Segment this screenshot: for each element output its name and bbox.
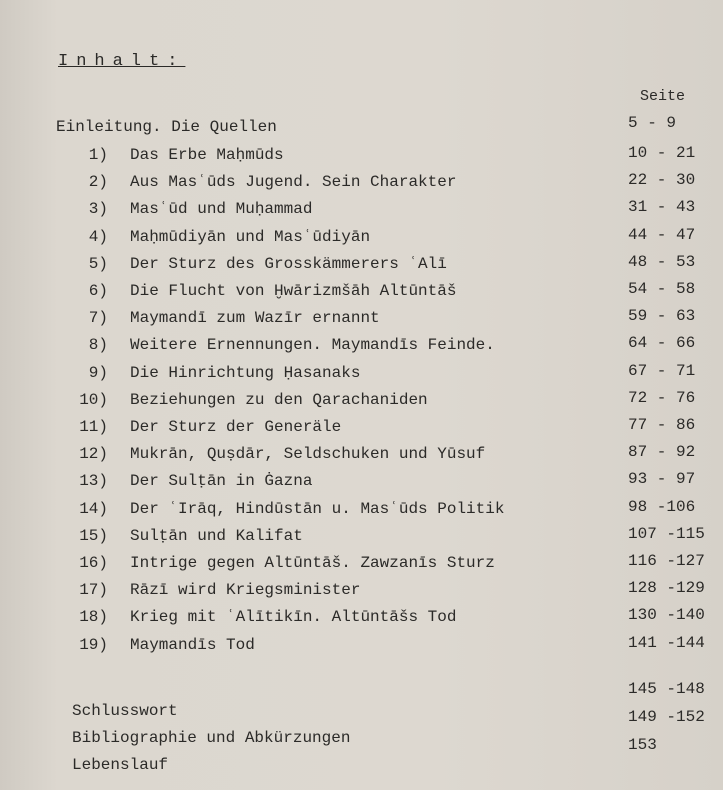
- toc-entry-title: Schlusswort: [72, 702, 178, 720]
- toc-entry-title: Der Sturz der Generäle: [130, 418, 342, 436]
- toc-entry-pages: 116 -127: [628, 552, 705, 570]
- toc-entry-number: 13): [79, 472, 108, 491]
- toc-entry-pages: 107 -115: [628, 524, 705, 543]
- toc-row-chapter: [0, 252, 723, 281]
- toc-row-chapter: [0, 225, 723, 254]
- toc-row-chapter: [0, 361, 723, 390]
- toc-entry-pages: 141 -144: [628, 633, 705, 652]
- toc-entry-title: Beziehungen zu den Qarachaniden: [130, 390, 428, 409]
- toc-entry-title: Die Hinrichtung Ḥasanaks: [130, 363, 361, 382]
- toc-entry-pages: 72 - 76: [628, 388, 696, 407]
- toc-entry-number: 16): [79, 554, 108, 572]
- toc-entry-number: 8): [88, 336, 108, 355]
- toc-entry-pages: 10 - 21: [628, 144, 696, 162]
- toc-entry-title: Weitere Ernennungen. Maymandīs Feinde.: [130, 336, 495, 355]
- toc-entry-number: 2): [88, 173, 108, 192]
- toc-entry-pages: 130 -140: [628, 606, 705, 625]
- toc-entry-pages: 48 - 53: [628, 252, 696, 271]
- toc-entry-pages: 31 - 43: [628, 198, 696, 217]
- toc-entry-title: Aus Masʿūds Jugend. Sein Charakter: [130, 173, 457, 192]
- toc-entry-title: Einleitung. Die Quellen: [56, 118, 277, 136]
- toc-row-chapter: [0, 472, 723, 498]
- toc-row-end-pages: [0, 736, 723, 762]
- toc-entry-pages: 128 -129: [628, 579, 705, 598]
- toc-entry-pages: 5 - 9: [628, 114, 677, 132]
- toc-entry-number: 9): [88, 363, 108, 382]
- toc-entry-title: Rāzī wird Kriegsminister: [130, 581, 361, 600]
- toc-row-chapter: [0, 418, 723, 444]
- toc-entry-pages: 149 -152: [628, 708, 705, 726]
- toc-entry-number: 15): [79, 526, 108, 545]
- toc-entry-pages: 77 - 86: [628, 416, 696, 434]
- toc-entry-title: Intrige gegen Altūntāš. Zawzanīs Sturz: [130, 554, 495, 572]
- toc-row-chapter: [0, 173, 723, 199]
- toc-row-end-pages: [0, 680, 723, 706]
- toc-row-chapter: [0, 146, 723, 172]
- toc-entry-number: 7): [88, 309, 108, 328]
- toc-row-chapter: [0, 633, 723, 662]
- page-column-header: Seite: [640, 88, 686, 105]
- toc-row-chapter: [0, 581, 723, 607]
- toc-entry-pages: 64 - 66: [628, 334, 696, 353]
- toc-entry-title: Maymandī zum Wazīr ernannt: [130, 309, 380, 328]
- toc-row-intro: [0, 114, 723, 144]
- toc-entry-number: 19): [79, 635, 108, 654]
- toc-row-chapter: [0, 554, 723, 580]
- toc-row-chapter: [0, 336, 723, 362]
- toc-entry-title: Der Sturz des Grosskämmerers ʿAlī: [130, 254, 447, 273]
- toc-row-chapter: [0, 445, 723, 471]
- toc-entry-number: 12): [79, 445, 108, 464]
- toc-entry-title: Bibliographie und Abkürzungen: [72, 729, 351, 747]
- toc-entry-title: Maymandīs Tod: [130, 635, 255, 654]
- toc-entry-pages: 54 - 58: [628, 280, 696, 298]
- toc-entry-number: 11): [79, 418, 108, 436]
- toc-entry-pages: 22 - 30: [628, 171, 696, 190]
- toc-entry-pages: 98 -106: [628, 497, 696, 516]
- toc-row-chapter: [0, 282, 723, 308]
- toc-row-end-pages: [0, 708, 723, 734]
- toc-row-chapter: [0, 388, 723, 417]
- toc-entry-pages: 44 - 47: [628, 225, 696, 244]
- toc-entry-pages: 153: [628, 736, 657, 754]
- toc-entry-number: 5): [88, 254, 108, 273]
- toc-entry-title: Die Flucht von Ḫwārizmšāh Altūntāš: [130, 282, 457, 300]
- toc-entry-title: Masʿūd und Muḥammad: [130, 200, 313, 219]
- toc-entry-number: 1): [88, 146, 108, 164]
- toc-entry-number: 18): [79, 608, 108, 627]
- toc-entry-pages: 93 - 97: [628, 470, 696, 489]
- toc-entry-number: 4): [88, 227, 108, 246]
- toc-entry-pages: 145 -148: [628, 680, 705, 698]
- toc-row-chapter: [0, 497, 723, 526]
- toc-entry-title: Mukrān, Quṣdār, Seldschuken und Yūsuf: [130, 445, 486, 464]
- toc-entry-pages: 59 - 63: [628, 307, 696, 326]
- page-title: Inhalt:: [58, 52, 186, 71]
- toc-row-chapter: [0, 608, 723, 634]
- toc-entry-title: Der Sulṭān in Ġazna: [130, 472, 313, 491]
- toc-entry-title: Lebenslauf: [72, 756, 169, 774]
- toc-entry-number: 17): [79, 581, 108, 600]
- toc-entry-pages: 87 - 92: [628, 443, 696, 462]
- toc-entry-title: Das Erbe Maḥmūds: [130, 146, 284, 164]
- toc-entry-pages: 67 - 71: [628, 361, 696, 380]
- toc-entry-title: Sulṭān und Kalifat: [130, 526, 303, 545]
- toc-entry-number: 3): [88, 200, 108, 219]
- toc-row-chapter: [0, 200, 723, 226]
- toc-row-chapter: [0, 524, 723, 553]
- toc-entry-number: 10): [79, 390, 108, 409]
- toc-entry-number: 14): [79, 499, 108, 518]
- toc-entry-title: Maḥmūdiyān und Masʿūdiyān: [130, 227, 371, 246]
- toc-row-chapter: [0, 309, 723, 335]
- toc-entry-number: 6): [88, 282, 108, 300]
- toc-entry-title: Krieg mit ʿAlītikīn. Altūntāšs Tod: [130, 608, 457, 627]
- toc-entry-title: Der ʿIrāq, Hindūstān u. Masʿūds Politik: [130, 499, 505, 518]
